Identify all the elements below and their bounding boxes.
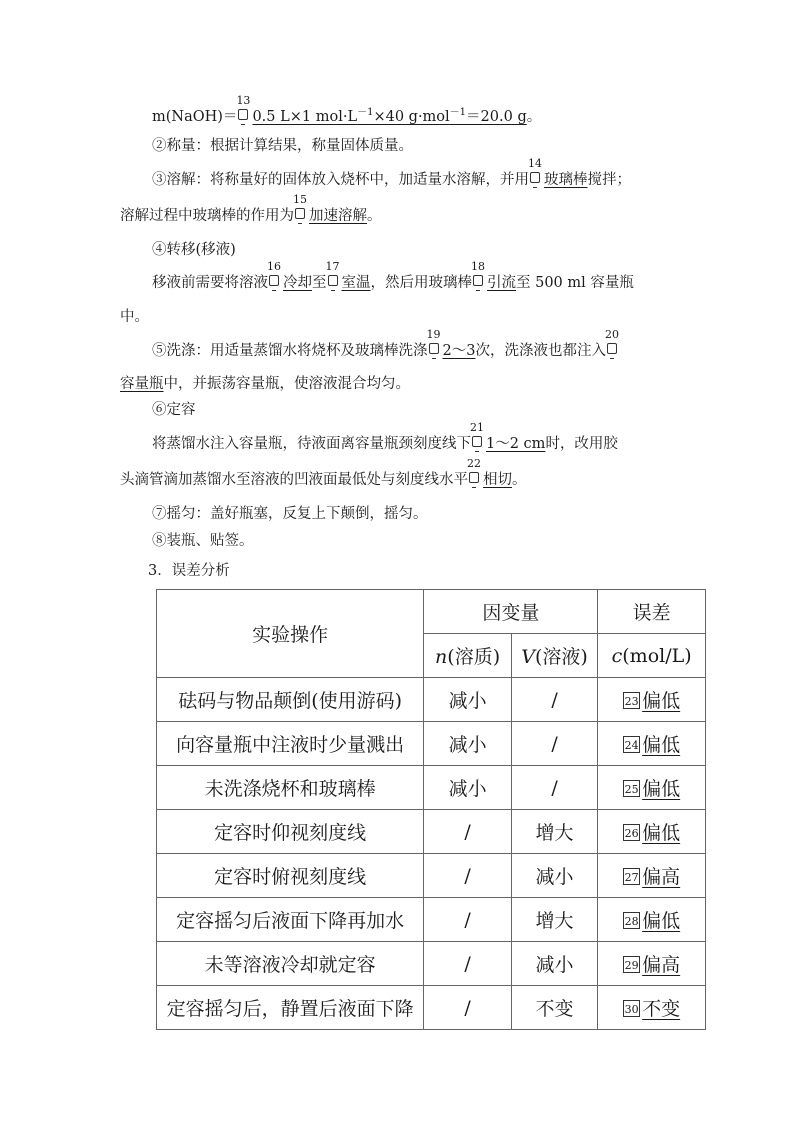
cell-n: /: [424, 854, 511, 898]
cell-operation: 定容时仰视刻度线: [157, 810, 424, 854]
cell-v: 减小: [511, 942, 597, 986]
washing-step: ⑤洗涤：用适量蒸馏水将烧杯及玻璃棒洗涤 19 2～3次，洗涤液也都注入 20: [152, 328, 619, 359]
cell-v: 增大: [511, 898, 597, 942]
weighing-step: ②称量：根据计算结果，称量固体质量。: [152, 138, 413, 154]
error-result: 偏低: [642, 690, 681, 712]
washing-step-end: 容量瓶中，并振荡容量瓶，使溶液混合均匀。: [120, 376, 410, 392]
answer-room-temp: 室温: [341, 275, 371, 291]
mass-formula-line: m(NaOH)＝ 13 0.5 L×1 $mol\cdot L^{-1}\times 40$ g·mol$^{-1}$＝20.0 g。: [152, 93, 542, 125]
cell-n: /: [424, 898, 511, 942]
cell-error: [598, 942, 706, 986]
cell-error: [598, 678, 706, 722]
table-row: [157, 854, 706, 898]
cell-error: [598, 810, 706, 854]
constant-volume-step-2: 头滴管滴加蒸馏水至溶液的凹液面最低处与刻度线水平 22 相切。: [120, 457, 527, 488]
cell-operation: 定容摇匀后，静置后液面下降: [157, 986, 424, 1030]
cell-operation: 未等溶液冷却就定容: [157, 942, 424, 986]
cell-v: /: [511, 722, 597, 766]
cell-n: /: [424, 942, 511, 986]
answer-number-15: 15: [294, 206, 308, 222]
table-header-row: [157, 590, 706, 634]
answer-volumetric-flask: 容量瓶: [120, 376, 164, 392]
cell-error: [598, 766, 706, 810]
table-row: [157, 986, 706, 1030]
header-error: 误差: [598, 590, 706, 634]
answer-number-box: 27: [623, 868, 640, 885]
table-row: [157, 942, 706, 986]
shaking-step: ⑦摇匀：盖好瓶塞，反复上下颠倒，摇匀。: [152, 506, 428, 522]
error-result: 偏高: [642, 866, 681, 888]
table-row: [157, 722, 706, 766]
cell-error: [598, 986, 706, 1030]
cell-operation: 定容时俯视刻度线: [157, 854, 424, 898]
cell-operation: 砝码与物品颠倒(使用游码): [157, 678, 424, 722]
cell-n: 减小: [424, 766, 511, 810]
header-n: n(溶质): [424, 634, 511, 678]
transfer-heading: ④转移(移液): [152, 242, 236, 258]
transfer-step-end: 中。: [120, 309, 149, 325]
constant-volume-heading: ⑥定容: [152, 402, 196, 418]
section-title: 3．误差分析: [148, 563, 230, 579]
answer-number-box: 30: [623, 1000, 640, 1017]
cell-operation: 向容量瓶中注液时少量溅出: [157, 722, 424, 766]
cell-v: 减小: [511, 854, 597, 898]
answer-cool: 冷却: [283, 275, 312, 291]
cell-operation: 定容摇匀后液面下降再加水: [157, 898, 424, 942]
answer-drain: 引流: [487, 275, 516, 291]
answer-tangent: 相切: [483, 472, 512, 488]
cell-error: [598, 722, 706, 766]
header-c: c(mol/L): [598, 634, 706, 678]
cell-v: /: [511, 766, 597, 810]
answer-number-box: 23: [623, 692, 640, 709]
answer-number-14: 14: [529, 170, 543, 186]
answer-number-box: 28: [623, 912, 640, 929]
answer-number-18: 18: [472, 273, 486, 289]
error-result: 偏高: [642, 954, 681, 976]
error-result: 不变: [642, 998, 681, 1020]
answer-distance: 1～2 cm: [486, 436, 546, 452]
answer-number-box: 29: [623, 956, 640, 973]
bottling-step: ⑧装瓶、贴签。: [152, 533, 254, 549]
answer-number-box: 25: [623, 780, 640, 797]
dissolving-step: ③溶解：将称量好的固体放入烧杯中，加适量水溶解，并用 14 玻璃棒搅拌；: [152, 157, 631, 188]
header-v: V(溶液): [511, 634, 597, 678]
dissolving-purpose: 溶解过程中玻璃棒的作用为 15 加速溶解。: [120, 193, 382, 224]
error-analysis-table: [156, 589, 706, 1030]
answer-number-13: 13: [237, 107, 251, 123]
table-row: [157, 898, 706, 942]
cell-error: [598, 854, 706, 898]
answer-number-20: 20: [606, 341, 620, 357]
answer-times: 2～3: [442, 343, 476, 359]
header-operation: 实验操作: [157, 590, 424, 678]
table-row: [157, 810, 706, 854]
table-row: [157, 678, 706, 722]
answer-number-19: 19: [428, 341, 442, 357]
answer-number-21: 21: [471, 434, 485, 450]
answer-accelerate: 加速溶解: [309, 208, 367, 224]
constant-volume-step: 将蒸馏水注入容量瓶，待液面离容量瓶颈刻度线下 21 1～2 cm时，改用胶: [152, 421, 618, 452]
header-variable: 因变量: [424, 590, 598, 634]
cell-v: /: [511, 678, 597, 722]
cell-error: [598, 898, 706, 942]
cell-n: 减小: [424, 678, 511, 722]
transfer-step: 移液前需要将溶液 16 冷却至 17 室温，然后用玻璃棒 18 引流至 500 ml 容量瓶: [152, 260, 634, 291]
answer-number-box: 26: [623, 824, 640, 841]
cell-n: /: [424, 810, 511, 854]
formula-answer: 0.5 L×1 $mol\cdot L^{-1}\times 40$ g·mol$^{-1}$＝20.0 g: [252, 107, 527, 125]
error-result: 偏低: [642, 778, 681, 800]
cell-v: 增大: [511, 810, 597, 854]
answer-number-16: 16: [268, 273, 282, 289]
error-result: 偏低: [642, 822, 681, 844]
table-row: [157, 766, 706, 810]
cell-n: /: [424, 986, 511, 1030]
cell-n: 减小: [424, 722, 511, 766]
answer-number-17: 17: [327, 273, 341, 289]
formula-prefix: m(NaOH)＝: [152, 108, 238, 125]
cell-v: 不变: [511, 986, 597, 1030]
answer-number-22: 22: [468, 470, 482, 486]
error-result: 偏低: [642, 734, 681, 756]
answer-number-box: 24: [623, 736, 640, 753]
cell-operation: 未洗涤烧杯和玻璃棒: [157, 766, 424, 810]
answer-glass-rod: 玻璃棒: [544, 172, 588, 188]
error-result: 偏低: [642, 910, 681, 932]
